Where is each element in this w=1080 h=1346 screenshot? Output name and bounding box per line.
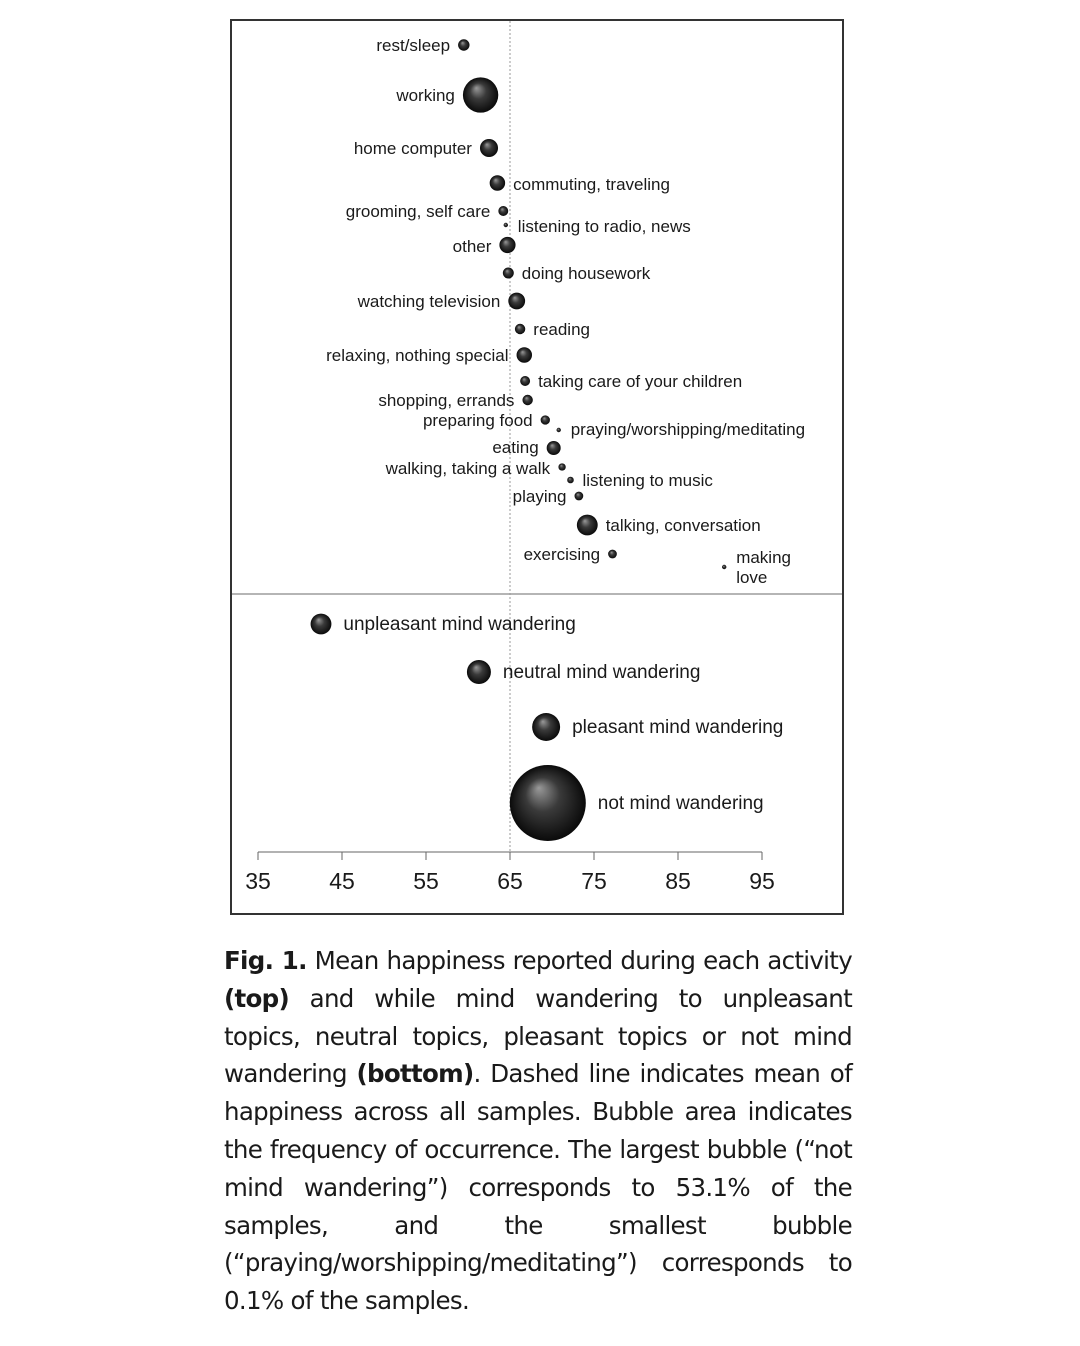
label-talking-conversation: talking, conversation <box>605 516 761 535</box>
label-making-love-line-0: making <box>736 548 792 567</box>
bubble-praying-worshipping-meditating <box>557 428 561 432</box>
bubble-taking-care-of-your-children <box>520 376 530 386</box>
label-relaxing-nothing-special: relaxing, nothing special <box>326 346 509 365</box>
label-doing-housework: doing housework <box>521 264 651 283</box>
caption-text-3: . Dashed line indicates mean of happiness across all samples. Bubble area indicates the frequency of occurrence. The largest bubble (“not mind wandering”) corresponds to 53.1% of the samples, and the smallest bubble (“praying/worshipping/meditating”) corresponds to 0.1% of the samples. <box>224 1059 852 1316</box>
label-praying-worshipping-meditating: praying/worshipping/meditating <box>570 420 806 439</box>
label-walking-taking-a-walk: walking, taking a walk <box>385 459 551 478</box>
bubble-preparing-food <box>541 415 550 424</box>
bubble-reading <box>515 324 525 334</box>
label-listening-to-radio-news: listening to radio, news <box>517 217 691 236</box>
bubble-talking-conversation <box>577 515 598 536</box>
bubble-home-computer <box>480 139 498 157</box>
label-listening-to-music: listening to music <box>582 471 713 490</box>
label-commuting-traveling: commuting, traveling <box>513 175 670 194</box>
label-working: working <box>396 86 455 105</box>
label-watching-television: watching television <box>357 292 501 311</box>
caption-top-word: (top) <box>224 983 289 1013</box>
x-tick-label-85: 85 <box>665 868 691 894</box>
label-grooming-self-care: grooming, self care <box>345 202 491 221</box>
bubble-doing-housework <box>503 268 514 279</box>
label-unpleasant-mind-wandering: unpleasant mind wandering <box>343 614 576 635</box>
label-not-mind-wandering: not mind wandering <box>597 793 764 814</box>
bubble-unpleasant-mind-wandering <box>311 614 332 635</box>
label-making-love-line-1: love <box>736 568 768 587</box>
bubble-other <box>499 237 515 253</box>
label-playing: playing <box>512 487 567 506</box>
x-tick-label-95: 95 <box>749 868 775 894</box>
label-reading: reading <box>533 320 591 339</box>
label-rest-sleep: rest/sleep <box>376 36 451 55</box>
label-exercising: exercising <box>523 545 601 564</box>
bubble-neutral-mind-wandering <box>467 660 491 684</box>
x-tick-label-55: 55 <box>413 868 439 894</box>
label-preparing-food: preparing food <box>422 411 533 430</box>
x-axis <box>245 852 775 894</box>
label-other: other <box>452 237 492 256</box>
label-home-computer: home computer <box>353 139 472 158</box>
bubble-working <box>463 77 498 112</box>
bubble-listening-to-music <box>567 477 574 484</box>
bubble-walking-taking-a-walk <box>558 463 565 470</box>
label-making-love <box>736 548 791 587</box>
caption-text-1: Mean happiness reported during each activity <box>306 946 852 975</box>
bubble-eating <box>547 441 561 455</box>
bubble-watching-television <box>508 293 525 310</box>
label-shopping-errands: shopping, errands <box>378 391 515 410</box>
bubble-making-love <box>722 565 726 569</box>
x-tick-label-65: 65 <box>497 868 523 894</box>
bubble-listening-to-radio-news <box>504 223 508 227</box>
label-eating: eating <box>492 438 539 457</box>
x-tick-label-35: 35 <box>245 868 271 894</box>
bubble-playing <box>575 492 584 501</box>
bubble-exercising <box>608 550 617 559</box>
x-tick-label-75: 75 <box>581 868 607 894</box>
figure-caption <box>224 942 852 1320</box>
bubble-not-mind-wandering <box>510 765 586 841</box>
bubble-grooming-self-care <box>498 206 508 216</box>
label-neutral-mind-wandering: neutral mind wandering <box>502 662 701 683</box>
bubble-shopping-errands <box>522 395 532 405</box>
caption-bottom-word: (bottom) <box>356 1059 474 1089</box>
label-layer <box>326 36 805 814</box>
bubble-pleasant-mind-wandering <box>532 713 560 741</box>
label-taking-care-of-your-children: taking care of your children <box>538 372 743 391</box>
label-pleasant-mind-wandering: pleasant mind wandering <box>572 717 784 738</box>
caption-text-2: and while mind wandering to unpleasant topics, neutral topics, pleasant topics or not mind wandering <box>224 983 852 1089</box>
bubble-relaxing-nothing-special <box>517 347 532 362</box>
bubble-rest-sleep <box>458 39 469 50</box>
x-tick-label-45: 45 <box>329 868 355 894</box>
figure-label: Fig. 1. <box>224 946 307 975</box>
bubble-commuting-traveling <box>490 175 505 190</box>
